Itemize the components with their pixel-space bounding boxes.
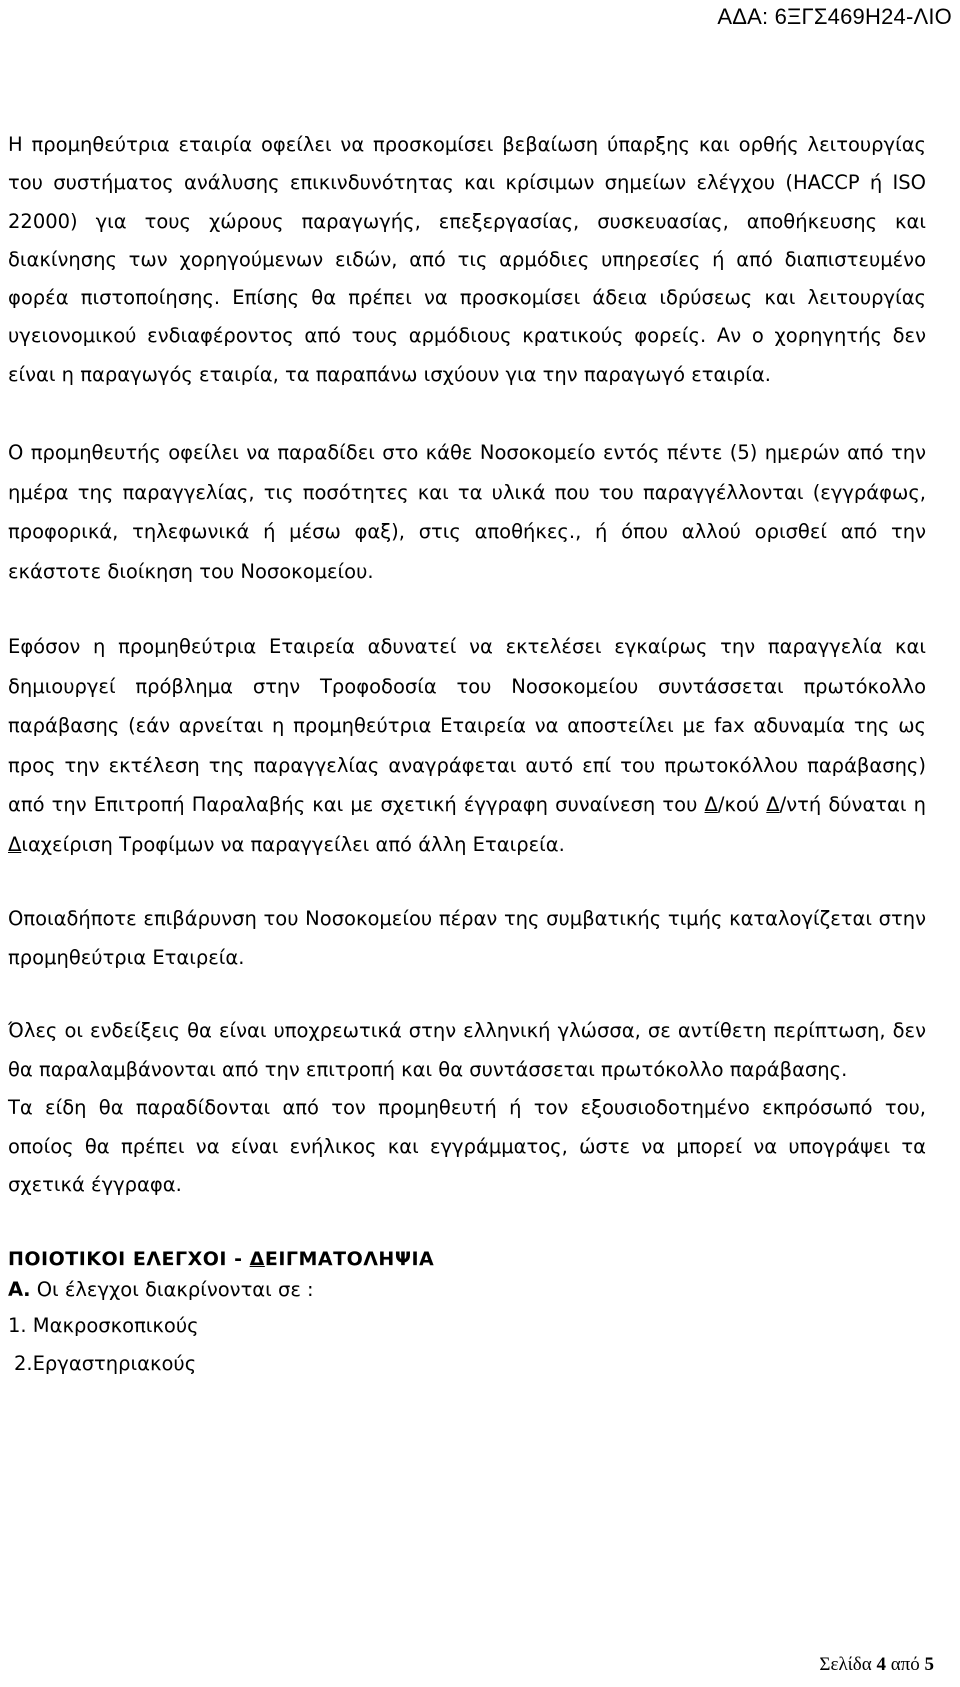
document-body [8,126,926,1383]
section-heading: ΠΟΙΟΤΙΚΟΙ ΕΛΕΓΧΟΙ - ΔΕΙΓΜΑΤΟΛΗΨΙΑ [8,1247,435,1270]
paragraph-delivery: Ο προμηθευτής οφείλει να παραδίδει στο κάθε Νοσοκομείο εντός πέντε (5) ημερών από την ημέρα της παραγγελίας, τις ποσότητες και τα υλικά που του παραγγέλλονται (εγγράφως, προφορικά, τηλεφωνικά ή μέσω φαξ), στις αποθήκες., ή όπου αλλού ορισθεί από την εκάστοτε διοίκηση του Νοσοκομείου. [8,441,926,583]
underlined-delta: Δ [249,1247,265,1270]
paragraph-representative: Τα είδη θα παραδίδονται από τον προμηθευτή ή τον εξουσιοδοτημένο εκπρόσωπό του, οποίος θα πρέπει να είναι ενήλικος και εγγράμματος, ώστε να μπορεί να υπογράψει τα σχετικά έγγραφα. [8,1096,926,1197]
paragraph-language: Όλες οι ενδείξεις θα είναι υποχρεωτικά στην ελληνική γλώσσα, σε αντίθετη περίπτωση, δεν θα παραλαμβάνονται από την επιτροπή και θα συντάσσεται πρωτόκολλο παράβασης. [8,1019,926,1081]
list-item: 2.Εργαστηριακούς [14,1351,197,1375]
list-item: 1. Μακροσκοπικούς [8,1313,199,1337]
underlined-delta: Δ [8,832,22,856]
paragraph-cost: Οποιαδήποτε επιβάρυνση του Νοσοκομείου πέραν της συμβατικής τιμής καταλογίζεται στην προμηθεύτρια Εταιρεία. [8,907,926,969]
section-intro: Α. Οι έλεγχοι διακρίνονται σε : [8,1277,314,1301]
underlined-delta: Δ [704,793,718,817]
paragraph-breach: Εφόσον η προμηθεύτρια Εταιρεία αδυνατεί να εκτελέσει εγκαίρως την παραγγελία και δημιουργεί πρόβλημα στην Τροφοδοσία του Νοσοκομείου συντάσσεται πρωτόκολλο παράβασης (εάν αρνείται η προμηθεύτρια Εταιρεία να αποστείλει με fax αδυναμία της ως προς την εκτέλεση της παραγγελίας αναγράφεται αυτό επί του πρωτοκόλλου παράβασης) από την Επιτροπή Παραλαβής και με σχετική έγγραφη συναίνεση του Δ/κού Δ/ντή δύναται η Διαχείριση Τροφίμων να παραγγείλει από άλλη Εταιρεία. [8,635,926,856]
page-number: Σελίδα 4 από 5 [819,1654,934,1675]
paragraph-haccp: Η προμηθεύτρια εταιρία οφείλει να προσκομίσει βεβαίωση ύπαρξης και ορθής λειτουργίας του συστήματος ανάλυσης επικινδυνότητας και κρίσιμων σημείων ελέγχου (HACCP ή ISO 22000) για τους χώρους παραγωγής, επεξεργασίας, συσκευασίας, αποθήκευσης και διακίνησης των χορηγούμενων ειδών, από τις αρμόδιες υπηρεσίες ή από διαπιστευμένο φορέα πιστοποίησης. Επίσης θα πρέπει να προσκομίσει άδεια ιδρύσεως και λειτουργίας υγειονομικού ενδιαφέροντος από τους αρμόδιους κρατικούς φορείς. Αν ο χορηγητής δεν είναι η παραγωγός εταιρία, τα παραπάνω ισχύουν για την παραγωγό εταιρία. [8,133,926,386]
ada-code: ΑΔΑ: 6ΞΓΣ469Η24-ΛΙΟ [717,4,952,29]
underlined-delta: Δ [766,793,780,817]
